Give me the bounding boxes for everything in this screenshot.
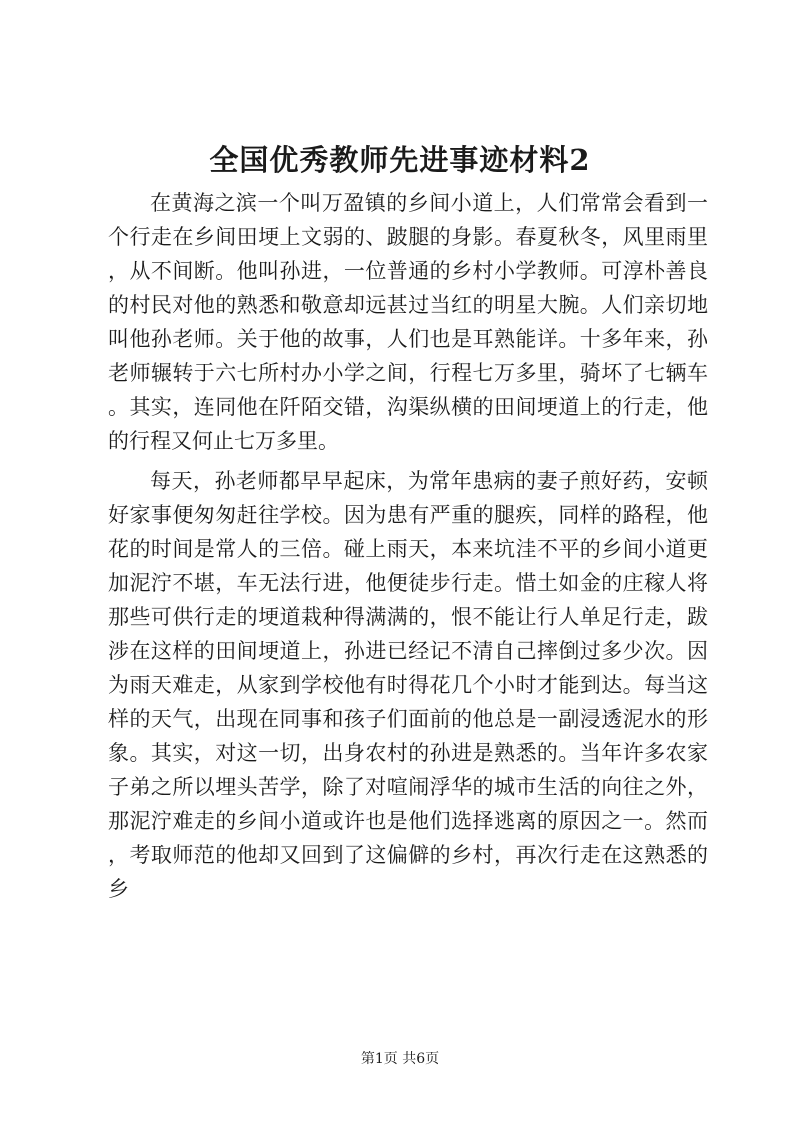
document-body — [108, 186, 708, 906]
document-title: 全国优秀教师先进事迹材料2 — [209, 143, 591, 177]
page-number: 第1页 共6页 — [360, 1051, 440, 1067]
paragraph: 在黄海之滨一个叫万盈镇的乡间小道上，人们常常会看到一个行走在乡间田埂上文弱的、跛腿的身影。春夏秋冬，风里雨里，从不间断。他叫孙进，一位普通的乡村小学教师。可淳朴善良的村民对他的熟悉和敬意却远甚过当红的明星大腕。人们亲切地叫他孙老师。关于他的故事，人们也是耳熟能详。十多年来，孙老师辗转于六七所村办小学之间，行程七万多里，骑坏了七辆车。其实，连同他在阡陌交错，沟渠纵横的田间埂道上的行走，他的行程又何止七万多里。 — [108, 191, 708, 453]
paragraph: 每天，孙老师都早早起床，为常年患病的妻子煎好药，安顿好家事便匆匆赶往学校。因为患有严重的腿疾，同样的路程，他花的时间是常人的三倍。碰上雨天，本来坑洼不平的乡间小道更加泥泞不堪，车无法行进，他便徒步行走。惜土如金的庄稼人将那些可供行走的埂道栽种得满满的，恨不能让行人单足行走，跋涉在这样的田间埂道上，孙进已经记不清自己摔倒过多少次。因为雨天难走，从家到学校他有时得花几个小时才能到达。每当这样的天气，出现在同事和孩子们面前的他总是一副浸透泥水的形象。其实，对这一切，出身农村的孙进是熟悉的。当年许多农家子弟之所以埋头苦学，除了对喧闹浮华的城市生活的向往之外，那泥泞难走的乡间小道或许也是他们选择逃离的原因之一。然而，考取师范的他却又回到了这偏僻的乡村，再次行走在这熟悉的乡 — [108, 469, 708, 901]
